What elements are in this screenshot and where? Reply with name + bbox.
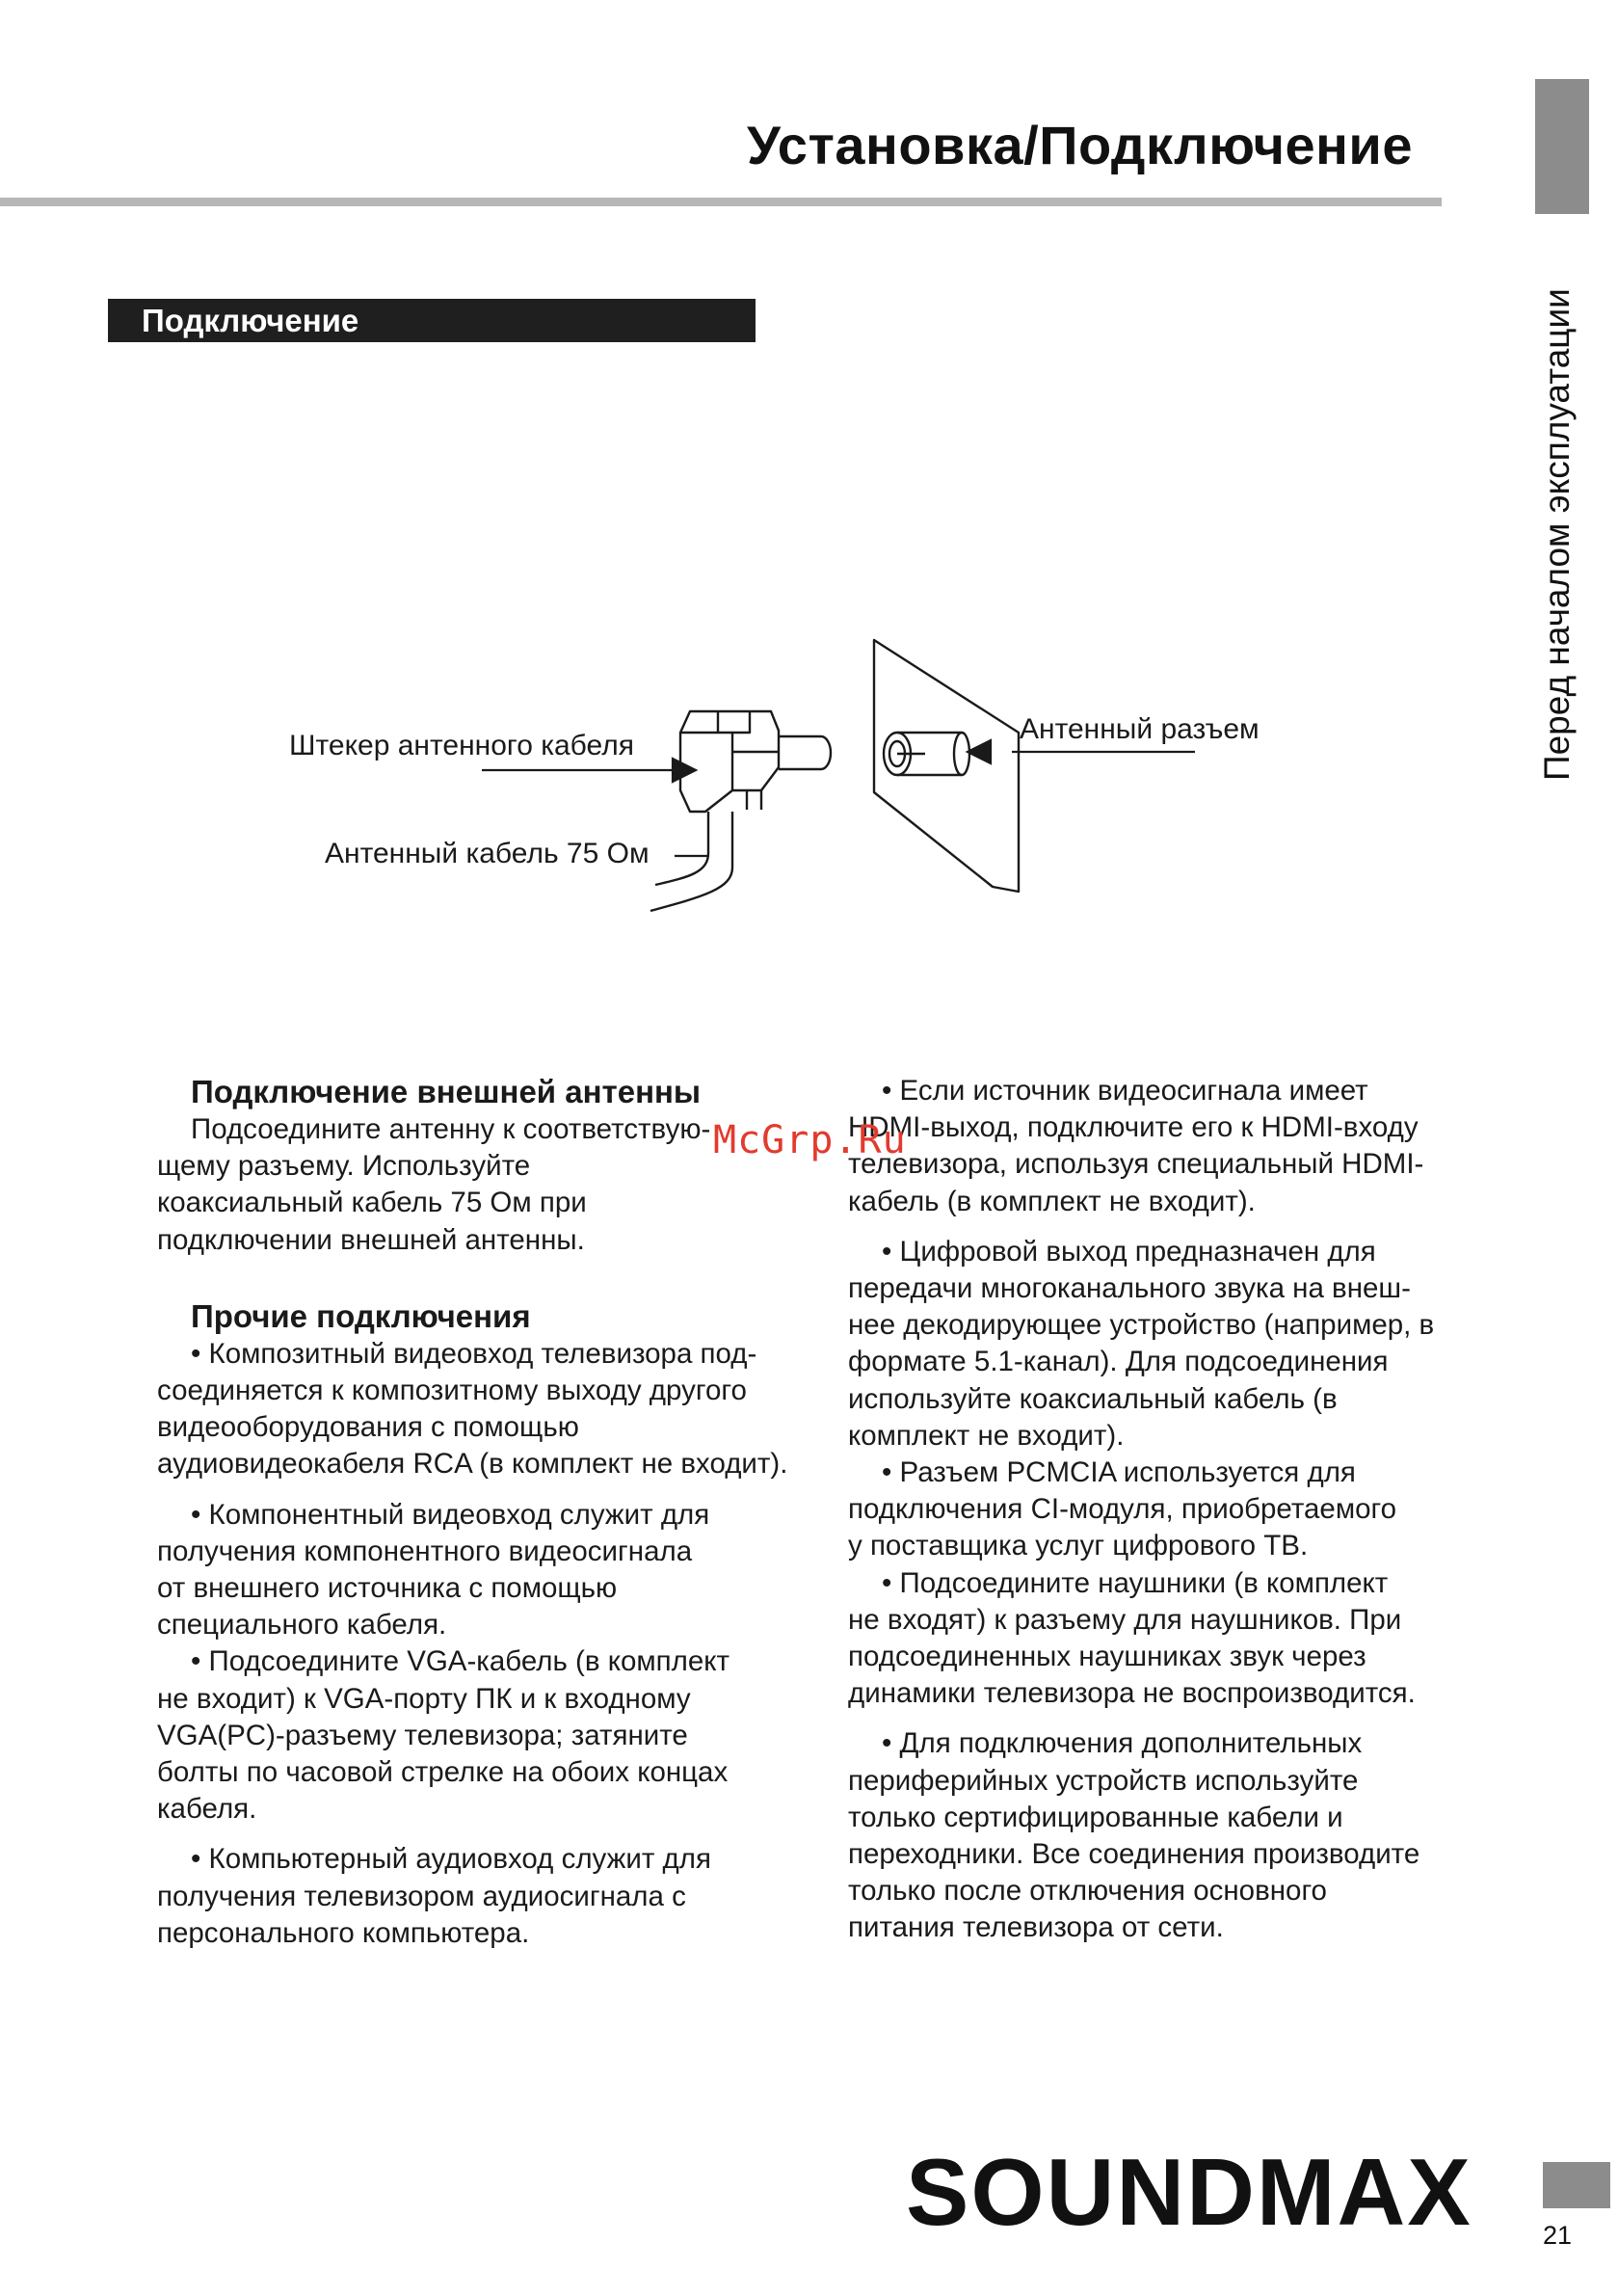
socket-label: Антенный разъем [1020, 713, 1260, 745]
composite-line: соединяется к композитному выходу другого [157, 1375, 747, 1407]
antenna-plug [650, 711, 831, 911]
pcmcia-line: • Разъем PCMCIA используется для [882, 1456, 1356, 1489]
page-title: Установка/Подключение [746, 115, 1413, 175]
digital-out-line: используйте коаксиальный кабель (в [848, 1382, 1338, 1415]
page-marker-block [1543, 2162, 1610, 2208]
antenna-text-line: щему разъему. Используйте [157, 1150, 531, 1183]
digital-out-line: нее декодирующее устройство (например, в [848, 1309, 1435, 1342]
section-title-bar: Подключение [108, 299, 756, 342]
vga-line: VGA(PC)-разъему телевизора; затяните [157, 1719, 688, 1751]
antenna-connection-diagram [0, 0, 1618, 964]
vga-line: болты по часовой стрелке на обоих концах [157, 1756, 729, 1789]
right-text-column [848, 1073, 1511, 1947]
watermark-text: McGrp.Ru [713, 1118, 907, 1162]
left-text-column [157, 1073, 825, 1952]
pc-audio-line: • Компьютерный аудиовход служит для [191, 1843, 711, 1876]
socket-pointer-arrow [968, 740, 991, 763]
composite-line: аудиовидеокабеля RCA (в комплект не входит). [157, 1448, 788, 1481]
hdmi-line: HDMI-выход, подключите его к HDMI-входу [848, 1111, 1419, 1144]
antenna-text-line: Подсоедините антенну к соответствую- [191, 1113, 711, 1145]
plug-label: Штекер антенного кабеля [289, 730, 634, 761]
peripherals-line: периферийных устройств используйте [848, 1764, 1359, 1797]
vga-line: • Подсоедините VGA-кабель (в комплект [191, 1645, 730, 1678]
digital-out-line: • Цифровой выход предназначен для [882, 1235, 1376, 1268]
component-line: получения компонентного видеосигнала [157, 1535, 693, 1567]
vga-line: кабеля. [157, 1793, 257, 1826]
antenna-text-line: коаксиальный кабель 75 Ом при [157, 1187, 587, 1219]
composite-line: видеооборудования с помощью [157, 1411, 579, 1444]
antenna-text-line: подключении внешней антенны. [157, 1223, 585, 1256]
page-number: 21 [1543, 2221, 1573, 2250]
peripherals-line: только после отключения основного [848, 1875, 1327, 1908]
digital-out-line: комплект не входит). [848, 1419, 1125, 1452]
peripherals-line: только сертифицированные кабели и [848, 1801, 1343, 1833]
headphones-line: не входят) к разъему для наушников. При [848, 1603, 1402, 1636]
plug-pointer-arrow [673, 759, 696, 782]
hdmi-line: телевизора, используя специальный HDMI- [848, 1148, 1424, 1181]
hdmi-line: • Если источник видеосигнала имеет [882, 1075, 1368, 1107]
chapter-side-label: Перед началом эксплуатации [1537, 288, 1577, 781]
peripherals-line: питания телевизора от сети. [848, 1911, 1224, 1944]
pc-audio-line: получения телевизором аудиосигнала с [157, 1880, 686, 1912]
component-line: • Компонентный видеовход служит для [191, 1498, 710, 1531]
component-line: специального кабеля. [157, 1609, 447, 1642]
pcmcia-line: у поставщика услуг цифрового ТВ. [848, 1530, 1309, 1562]
composite-line: • Композитный видеовход телевизора под- [191, 1337, 757, 1370]
digital-out-line: передачи многоканального звука на внеш- [848, 1272, 1411, 1305]
peripherals-line: • Для подключения дополнительных [882, 1727, 1363, 1760]
antenna-socket [884, 733, 969, 775]
digital-out-line: формате 5.1-канал). Для подсоединения [848, 1346, 1389, 1378]
pc-audio-line: персонального компьютера. [157, 1916, 530, 1949]
antenna-heading: Подключение внешней антенны [191, 1074, 702, 1109]
hdmi-line: кабель (в комплект не входит). [848, 1185, 1256, 1217]
other-connections-heading: Прочие подключения [191, 1297, 531, 1334]
headphones-line: • Подсоедините наушники (в комплект [882, 1566, 1389, 1599]
cable-label: Антенный кабель 75 Ом [325, 838, 650, 869]
headphones-line: динамики телевизора не воспроизводится. [848, 1677, 1416, 1710]
headphones-line: подсоединенных наушниках звук через [848, 1641, 1366, 1673]
peripherals-line: переходники. Все соединения производите [848, 1838, 1420, 1871]
brand-logo: SOUNDMAX [906, 2139, 1472, 2245]
component-line: от внешнего источника с помощью [157, 1572, 618, 1605]
pcmcia-line: подключения CI-модуля, приобретаемого [848, 1493, 1397, 1526]
vga-line: не входит) к VGA-порту ПК и к входному [157, 1682, 691, 1715]
